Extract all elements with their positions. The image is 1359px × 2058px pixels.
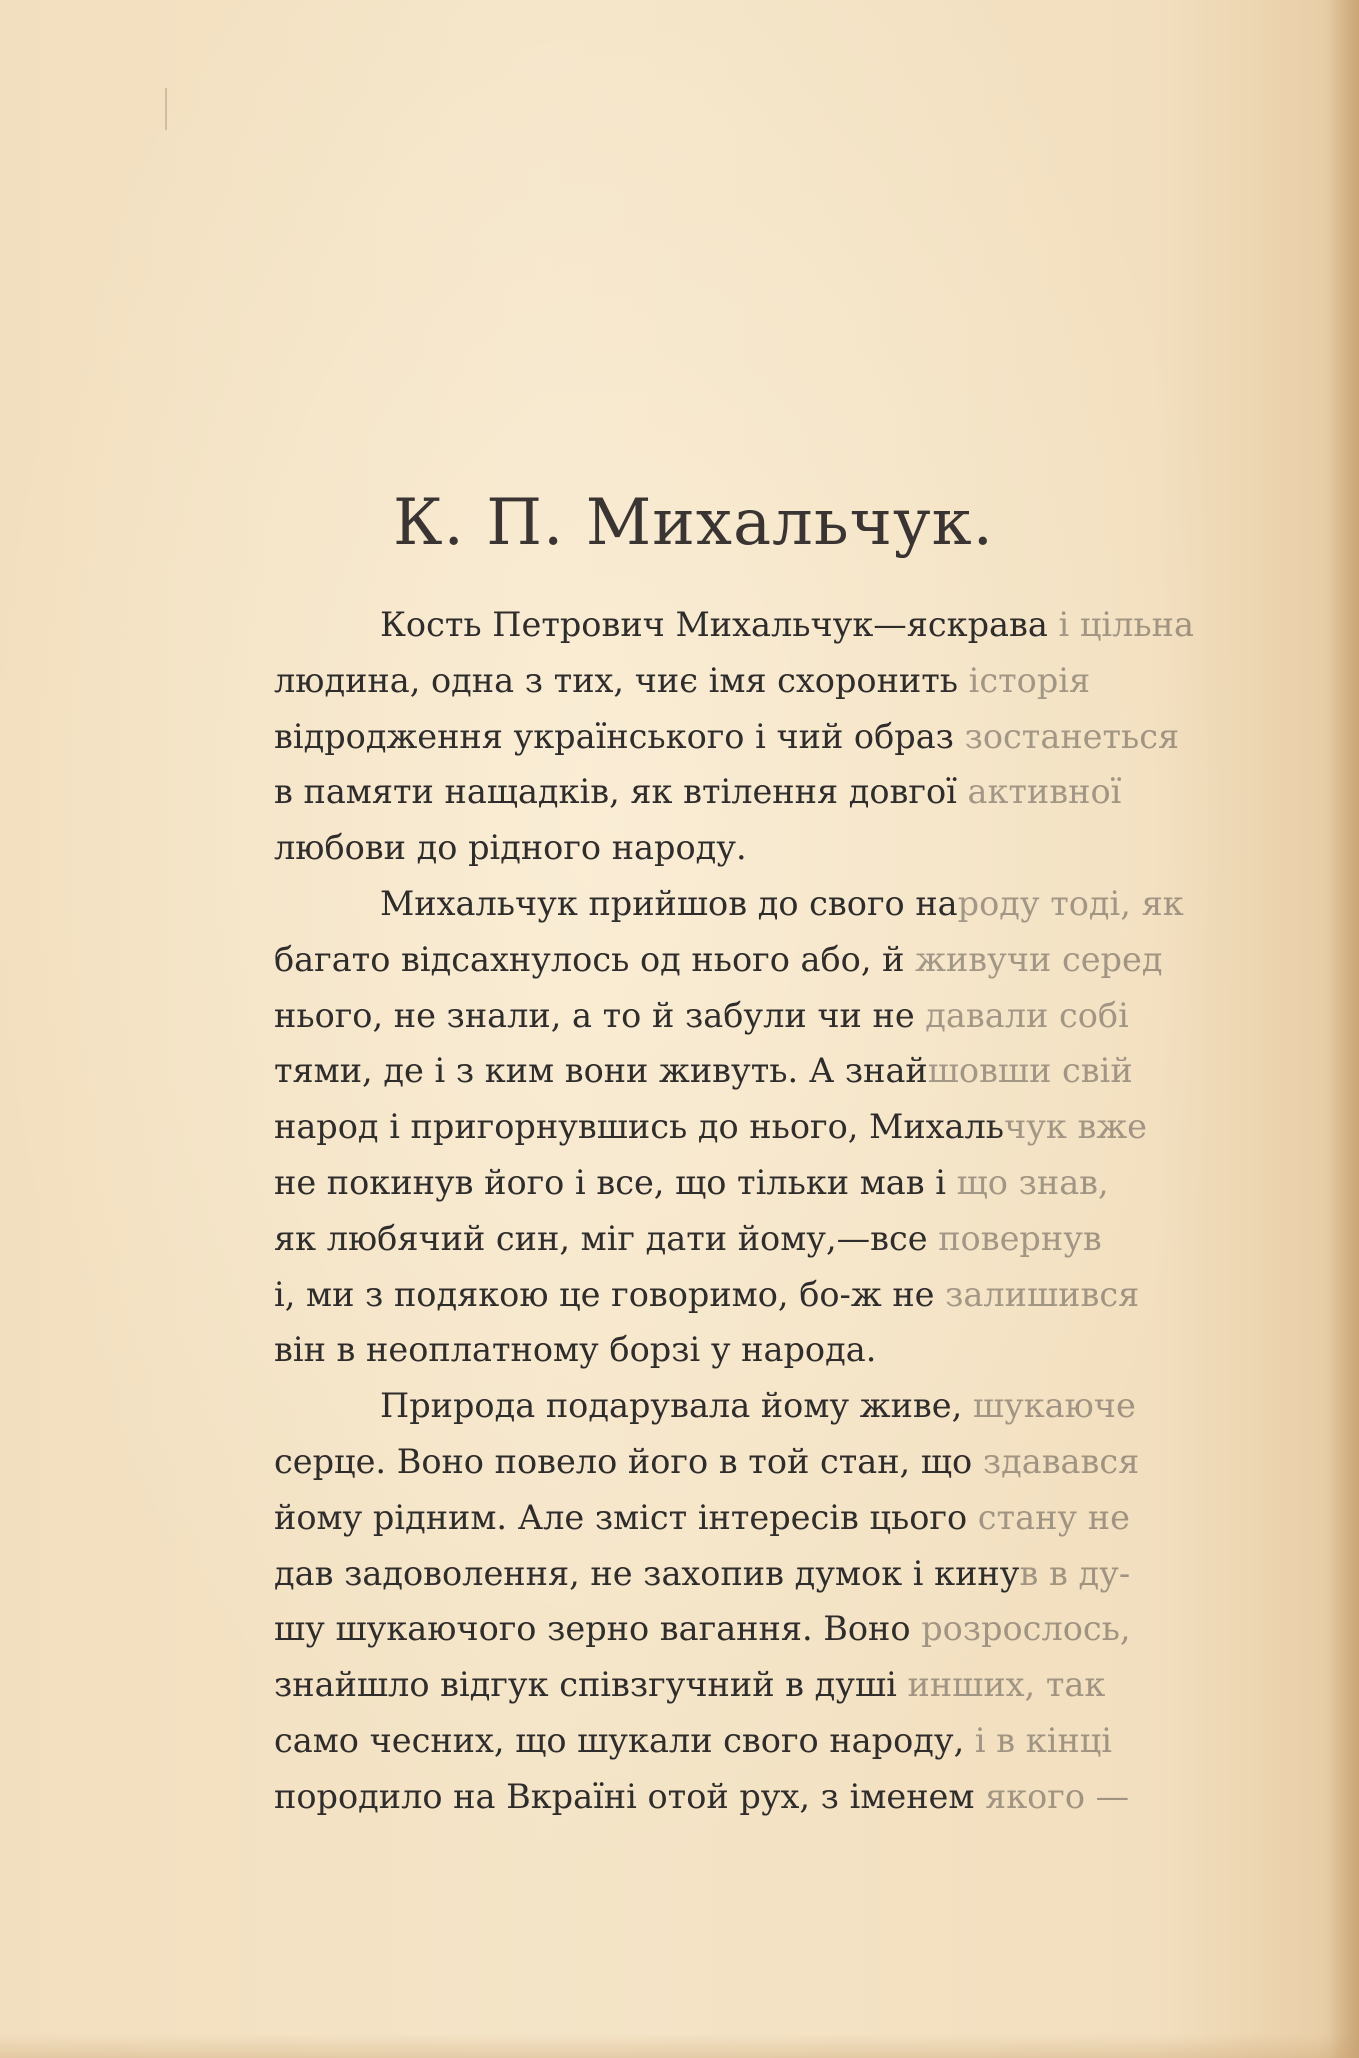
text-line-faded: розрослось,	[921, 1609, 1131, 1649]
text-line-main: народ і пригорнувшись до нього, Михаль	[274, 1107, 1005, 1147]
text-line-faded: живучи серед	[915, 939, 1163, 979]
text-line-faded: активної	[967, 772, 1122, 812]
text-line-main: багато відсахнулось од нього або, й	[274, 939, 916, 979]
text-line	[274, 932, 1334, 988]
text-line-faded: чук вже	[1004, 1107, 1148, 1147]
text-line-main: відродження українського і чий образ	[274, 716, 965, 756]
text-line-main: Природа подарувала йому живе,	[380, 1386, 973, 1426]
text-line-main: тями, де і з ким вони живуть. А знай	[274, 1051, 928, 1091]
text-line-main: серце. Воно повело його в той стан, що	[274, 1441, 983, 1481]
text-line	[274, 1490, 1334, 1546]
text-line-faded: здавався	[982, 1441, 1140, 1481]
text-line-faded: давали собі	[925, 995, 1129, 1035]
text-line	[274, 1601, 1334, 1657]
text-line-main: Кость Петрович Михальчук—яскрава	[380, 605, 1059, 644]
text-line	[274, 1322, 1334, 1378]
text-line	[274, 1546, 1334, 1602]
text-line	[274, 764, 1334, 820]
text-line	[274, 597, 1334, 653]
text-line	[274, 1769, 1334, 1825]
text-line	[274, 988, 1334, 1044]
text-line-faded: шукаюче	[972, 1386, 1136, 1426]
text-line-main: само чесних, що шукали свого народу,	[274, 1720, 975, 1760]
text-line-main: людина, одна з тих, чиє імя схоронить	[274, 660, 969, 700]
page-title: К. П. Михальчук.	[393, 486, 994, 560]
text-line	[274, 653, 1334, 709]
text-line-main: Михальчук прийшов до свого на	[380, 883, 958, 923]
text-line	[274, 1713, 1334, 1769]
text-line-faded: в в ду-	[1019, 1553, 1131, 1593]
text-line-main: в памяти нащадків, як втілення довгої	[274, 772, 968, 812]
text-line-faded: якого —	[985, 1776, 1130, 1816]
text-line	[274, 1657, 1334, 1713]
page-edge-shadow-bottom	[0, 2034, 1359, 2058]
text-line	[274, 876, 1334, 932]
text-line	[274, 1267, 1334, 1323]
text-line-faded: що знав,	[956, 1162, 1109, 1202]
page-mark	[165, 88, 167, 130]
text-line-main: любови до рідного народу.	[274, 828, 747, 868]
text-line-main: знайшло відгук співзгучний в душі	[274, 1665, 908, 1705]
text-line-main: як любячий син, міг дати йому,—все	[274, 1218, 939, 1258]
text-line	[274, 1155, 1334, 1211]
text-line	[274, 1211, 1334, 1267]
text-line-faded: роду тоді, як	[957, 883, 1184, 923]
text-line-faded: повернув	[938, 1218, 1102, 1258]
text-line	[274, 820, 1334, 876]
text-line-main: йому рідним. Але зміст інтересів цього	[274, 1497, 978, 1537]
text-line-faded: зостанеться	[964, 716, 1180, 756]
article-body	[274, 597, 1334, 1825]
text-line-main: породило на Вкраїні отой рух, з іменем	[274, 1776, 986, 1816]
text-line-main: шу шукаючого зерно вагання. Воно	[274, 1609, 922, 1649]
text-line-main: і, ми з подякою це говоримо, бо-ж не	[274, 1274, 946, 1314]
text-line-main: він в неоплатному борзі у народа.	[274, 1330, 877, 1370]
text-line-faded: і цільна	[1058, 605, 1194, 644]
text-line-faded: і в кінці	[974, 1720, 1112, 1760]
text-line	[274, 1043, 1334, 1099]
text-line-faded: залишився	[945, 1274, 1140, 1314]
text-line-faded: инших, так	[907, 1665, 1106, 1705]
text-line-main: дав задоволення, не захопив думок і кину	[274, 1553, 1020, 1593]
text-line	[274, 1378, 1334, 1434]
text-line	[274, 1099, 1334, 1155]
text-line-main: не покинув його і все, що тільки мав і	[274, 1162, 957, 1202]
text-line	[274, 1434, 1334, 1490]
text-line-faded: історія	[968, 660, 1091, 700]
text-line-faded: шовши свій	[927, 1051, 1133, 1091]
text-line	[274, 709, 1334, 765]
text-line-main: нього, не знали, а то й забули чи не	[274, 995, 926, 1035]
text-line-faded: стану не	[977, 1497, 1130, 1537]
